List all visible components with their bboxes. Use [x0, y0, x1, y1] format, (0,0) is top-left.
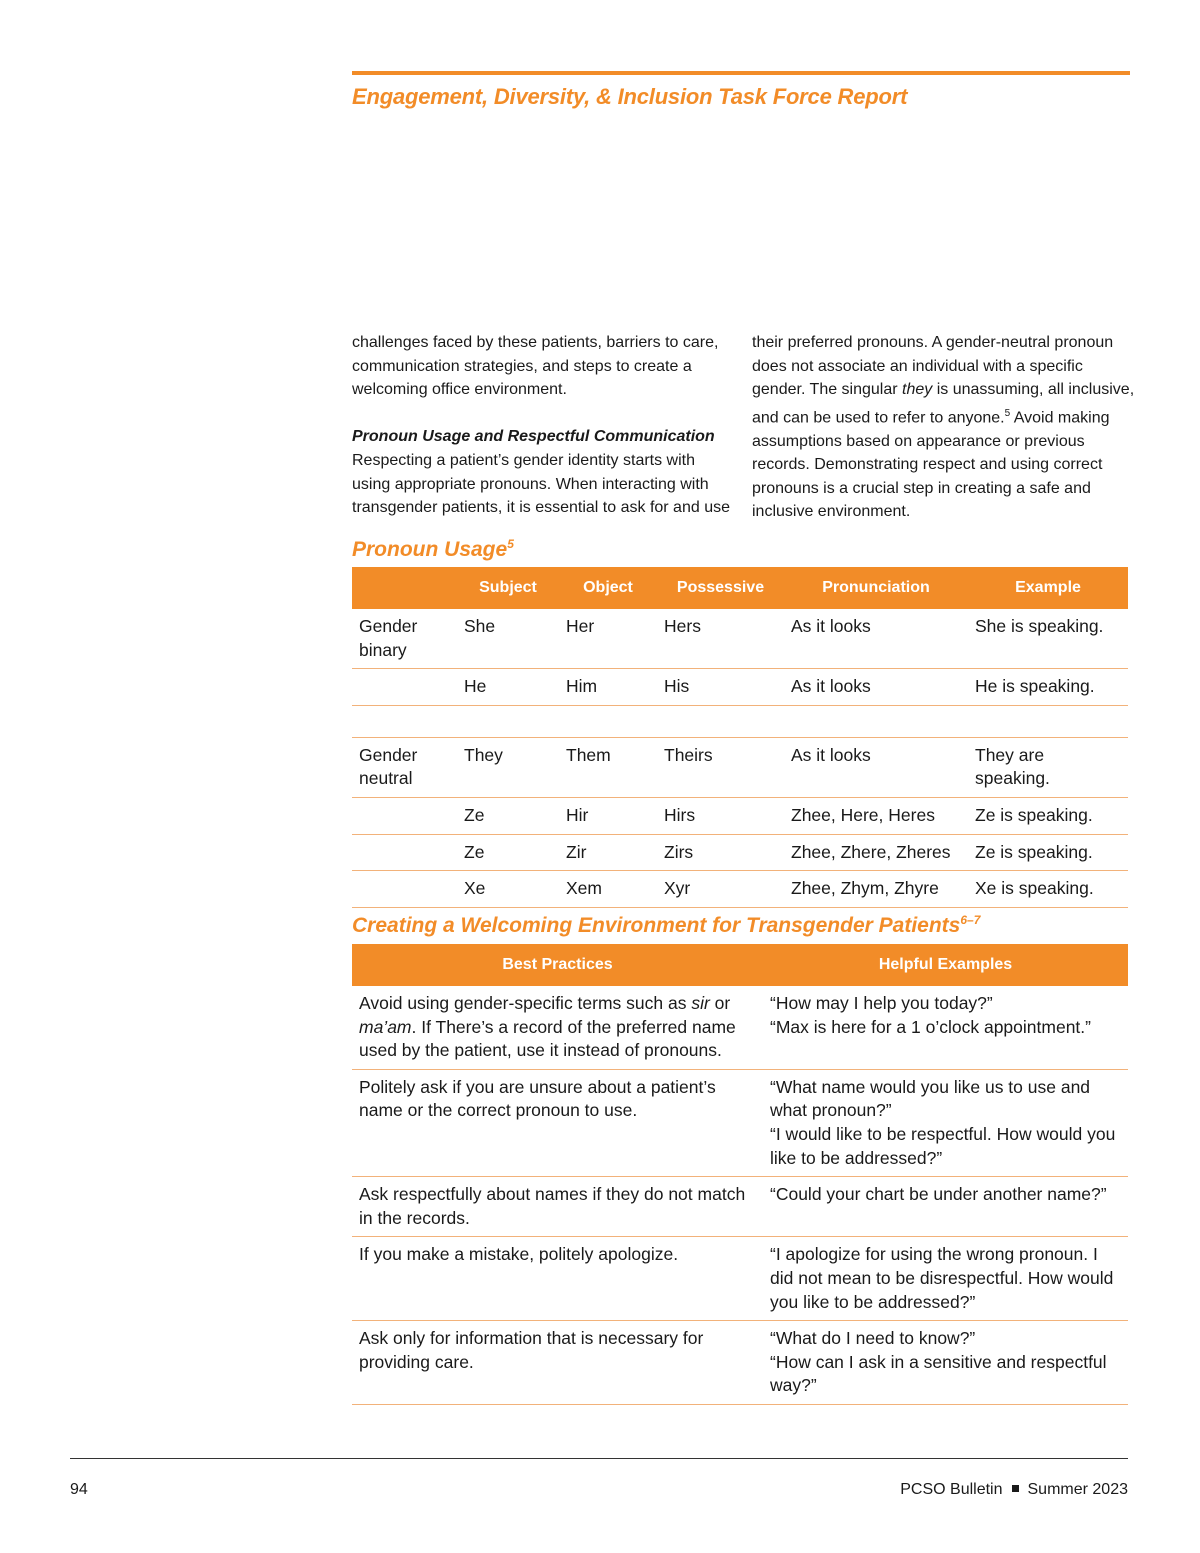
helpful-example-cell — [763, 1177, 1128, 1237]
example-line: “How may I help you today?” — [770, 993, 993, 1013]
table-row — [352, 609, 1128, 669]
table-cell: They are speaking. — [968, 737, 1128, 797]
table-cell: Theirs — [657, 737, 784, 797]
table-row — [352, 1321, 1128, 1405]
intro-column-right — [752, 331, 1137, 524]
separator-square-icon — [1012, 1485, 1019, 1492]
table-cell: Xem — [559, 871, 657, 908]
table-cell: His — [657, 669, 784, 706]
pronoun-usage-title: Pronoun Usage$^5$ — [352, 537, 514, 561]
table-cell: She — [457, 609, 559, 669]
page-number: 94 — [70, 1481, 88, 1498]
best-practice-cell: Ask only for information that is necessary for providing care. — [352, 1321, 763, 1405]
table-row — [352, 737, 1128, 797]
table-cell — [352, 669, 457, 706]
pronoun-usage-table — [352, 567, 1128, 908]
intro-paragraph: challenges faced by these patients, barriers to care, communication strategies, and steps to create a welcoming office environment. — [352, 334, 719, 399]
table-row — [352, 1237, 1128, 1321]
table-row — [352, 834, 1128, 871]
table-cell: Hirs — [657, 797, 784, 834]
example-line: “Could your chart be under another name?” — [770, 1184, 1107, 1205]
table-cell: Her — [559, 609, 657, 669]
column-header: Possessive — [657, 567, 784, 609]
emphasis-they: they — [902, 381, 933, 399]
table-cell: Hers — [657, 609, 784, 669]
table-header-row — [352, 944, 1128, 986]
table-cell: As it looks — [784, 669, 968, 706]
reference-superscript: 5 — [507, 537, 514, 551]
table-header-row — [352, 567, 1128, 609]
welcoming-environment-table — [352, 944, 1128, 1405]
table-cell: Him — [559, 669, 657, 706]
table-cell: As it looks — [784, 609, 968, 669]
table-cell: Ze — [457, 797, 559, 834]
column-header: Object — [559, 567, 657, 609]
table-cell: Xe — [457, 871, 559, 908]
table-cell: Gender binary — [352, 609, 457, 669]
table-row — [352, 669, 1128, 706]
intro-column-left — [352, 331, 737, 520]
publication-name: PCSO Bulletin — [900, 1481, 1003, 1498]
helpful-example-cell — [763, 1321, 1128, 1405]
table-cell: Hir — [559, 797, 657, 834]
example-line: “What name would you like us to use and what pronoun?” — [770, 1076, 1091, 1121]
helpful-example-cell — [763, 1237, 1128, 1321]
table-cell: Gender neutral — [352, 737, 457, 797]
intro-paragraph: their preferred pronouns. A gender-neutral pronoun does not associate an individual with a specific gender. The singular they is unassuming, all inclusive, and can be used to refer to anyone.$^5$ Avoid making assumptions based on appearance or previous records. Demonstrating respect and using correct pronouns is a crucial step in creating a safe and inclusive environment. — [752, 334, 1135, 521]
helpful-example-cell — [763, 1069, 1128, 1176]
best-practice-cell: Politely ask if you are unsure about a patient’s name or the correct pronoun to use. — [352, 1069, 763, 1176]
table-cell — [352, 797, 457, 834]
table-cell — [352, 871, 457, 908]
table-cell: Zhee, Zhere, Zheres — [784, 834, 968, 871]
table-cell: Xe is speaking. — [968, 871, 1128, 908]
table-cell: Ze is speaking. — [968, 797, 1128, 834]
table-row — [352, 797, 1128, 834]
table-cell: He is speaking. — [968, 669, 1128, 706]
table-cell: Them — [559, 737, 657, 797]
table-cell: She is speaking. — [968, 609, 1128, 669]
table-cell: Zhee, Zhym, Zhyre — [784, 871, 968, 908]
table-row — [352, 871, 1128, 908]
column-header: Example — [968, 567, 1128, 609]
table-cell: Zhee, Here, Heres — [784, 797, 968, 834]
column-header: Best Practices — [352, 944, 763, 986]
example-line: “I apologize for using the wrong pronoun. I did not mean to be disrespectful. How would you like to be addressed?” — [770, 1244, 1114, 1312]
column-header — [352, 567, 457, 609]
table-cell: He — [457, 669, 559, 706]
example-line: “Max is here for a 1 o’clock appointment.” — [770, 1016, 1091, 1037]
intro-paragraph: Respecting a patient’s gender identity starts with using appropriate pronouns. When interacting with transgender patients, it is essential to ask for and use — [352, 451, 730, 517]
reference-superscript: 5 — [1004, 407, 1011, 419]
reference-superscript: 6–7 — [960, 913, 981, 927]
table-cell: Zir — [559, 834, 657, 871]
table-cell: Ze — [457, 834, 559, 871]
table-cell: Xyr — [657, 871, 784, 908]
column-header: Pronunciation — [784, 567, 968, 609]
table-row — [352, 1069, 1128, 1176]
footer-publication — [900, 1481, 1128, 1499]
column-header: Subject — [457, 567, 559, 609]
column-header: Helpful Examples — [763, 944, 1128, 986]
best-practice-cell: If you make a mistake, politely apologize. — [352, 1237, 763, 1321]
table-cell: As it looks — [784, 737, 968, 797]
header-rule — [352, 71, 1130, 75]
table-cell: Zirs — [657, 834, 784, 871]
table-cell: Ze is speaking. — [968, 834, 1128, 871]
best-practice-cell: Avoid using gender-specific terms such as sir or ma’am. If There’s a record of the preferred name used by the patient, use it instead of pronouns. — [352, 986, 763, 1069]
table-row — [352, 1177, 1128, 1237]
example-line: “How can I ask in a sensitive and respectful way?” — [770, 1351, 1107, 1396]
report-title: Engagement, Diversity, & Inclusion Task Force Report — [352, 84, 908, 109]
example-line: “I would like to be respectful. How would you like to be addressed?” — [770, 1123, 1116, 1168]
table-row-spacer — [352, 705, 1128, 737]
best-practice-cell: Ask respectfully about names if they do not match in the records. — [352, 1177, 763, 1237]
helpful-example-cell — [763, 986, 1128, 1069]
publication-issue: Summer 2023 — [1027, 1481, 1128, 1498]
intro-subheading: Pronoun Usage and Respectful Communication — [352, 428, 715, 446]
table-cell — [352, 834, 457, 871]
footer-rule — [70, 1458, 1128, 1459]
welcoming-environment-title: Creating a Welcoming Environment for Transgender Patients$^{6-7}$ — [352, 913, 981, 937]
table-cell: They — [457, 737, 559, 797]
table-row — [352, 986, 1128, 1069]
example-line: “What do I need to know?” — [770, 1328, 976, 1349]
